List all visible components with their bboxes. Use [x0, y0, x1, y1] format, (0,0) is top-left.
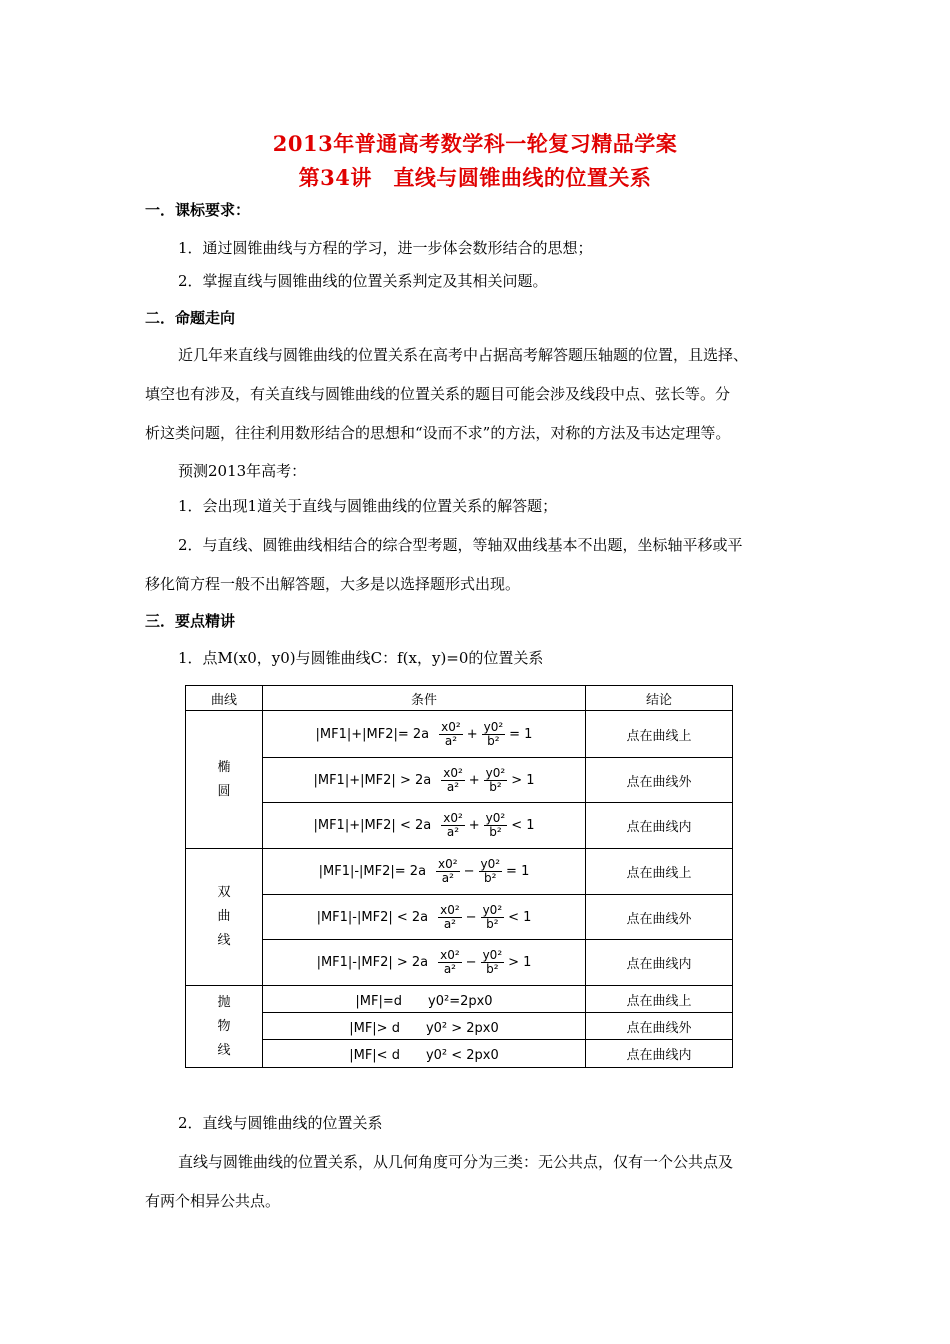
conclusion-cell: 点在曲线外 — [586, 1013, 733, 1040]
conclusion-cell: 点在曲线内 — [586, 940, 733, 986]
header-condition: 条件 — [263, 686, 586, 711]
prediction-label: 预测2013年高考： — [178, 462, 307, 480]
conclusion-cell: 点在曲线上 — [586, 849, 733, 895]
curve-hyperbola: 双 曲 线 — [186, 849, 263, 986]
section-heading-2: 二．命题走向 — [145, 309, 236, 327]
paragraph-line: 直线与圆锥曲线的位置关系，从几何角度可分为三类：无公共点，仅有一个公共点及 — [178, 1153, 734, 1171]
lecture-title: 第34讲 直线与圆锥曲线的位置关系 — [298, 165, 652, 190]
header-curve: 曲线 — [186, 686, 263, 711]
paragraph-line: 有两个相异公共点。 — [145, 1192, 281, 1210]
header-conclusion: 结论 — [586, 686, 733, 711]
conclusion-cell: 点在曲线上 — [586, 711, 733, 758]
curve-ellipse: 椭 圆 — [186, 711, 263, 849]
document-title: 2013年普通高考数学科一轮复习精品学案 — [272, 131, 678, 156]
conclusion-cell: 点在曲线内 — [586, 1040, 733, 1068]
condition-cell: |MF1|+|MF2| > 2a $\frac{\text{x0²}}{\text{a²}}$ + $\frac{\text{y0²}}{\text{b²}}$ > 1 — [263, 758, 586, 803]
subsection-1-title: 1．点M(x0，y0)与圆锥曲线C：f(x，y)=0的位置关系 — [178, 649, 544, 667]
condition-cell: |MF|> d y0² > 2px0 — [263, 1013, 586, 1040]
condition-cell: |MF|=d y0²=2px0 — [263, 986, 586, 1013]
conclusion-cell: 点在曲线外 — [586, 758, 733, 803]
condition-cell: |MF1|+|MF2| < 2a $\frac{\text{x0²}}{\text{a²}}$ + $\frac{\text{y0²}}{\text{b²}}$ < 1 — [263, 803, 586, 849]
paragraph-line: 填空也有涉及，有关直线与圆锥曲线的位置关系的题目可能会涉及线段中点、弦长等。分 — [145, 385, 731, 403]
requirement-item-1: 1．通过圆锥曲线与方程的学习，进一步体会数形结合的思想； — [178, 239, 593, 257]
position-relation-table — [185, 685, 733, 1068]
paragraph-line: 析这类问题，往往利用数形结合的思想和“设而不求”的方法，对称的方法及韦达定理等。 — [145, 424, 731, 442]
conclusion-cell: 点在曲线上 — [586, 986, 733, 1013]
prediction-item-2: 2．与直线、圆锥曲线相结合的综合型考题，等轴双曲线基本不出题，坐标轴平移或平 — [178, 536, 743, 554]
prediction-item-2-cont: 移化简方程一般不出解答题，大多是以选择题形式出现。 — [145, 575, 521, 593]
conclusion-cell: 点在曲线内 — [586, 803, 733, 849]
prediction-item-1: 1．会出现1道关于直线与圆锥曲线的位置关系的解答题； — [178, 497, 558, 515]
section-heading-1: 一．课标要求： — [145, 201, 251, 219]
condition-cell: |MF1|+|MF2|= 2a $\frac{\text{x0²}}{\text{a²}}$ + $\frac{\text{y0²}}{\text{b²}}$ = 1 — [263, 711, 586, 758]
curve-parabola: 抛 物 线 — [186, 986, 263, 1068]
condition-cell: |MF1|-|MF2| < 2a $\frac{\text{x0²}}{\text{a²}}$ − $\frac{\text{y0²}}{\text{b²}}$ < 1 — [263, 895, 586, 940]
requirement-item-2: 2．掌握直线与圆锥曲线的位置关系判定及其相关问题。 — [178, 272, 548, 290]
condition-cell: |MF1|-|MF2|= 2a $\frac{\text{x0²}}{\text{a²}}$ − $\frac{\text{y0²}}{\text{b²}}$ = 1 — [263, 849, 586, 895]
section-heading-3: 三．要点精讲 — [145, 612, 236, 630]
subsection-2-title: 2．直线与圆锥曲线的位置关系 — [178, 1114, 383, 1132]
condition-cell: |MF|< d y0² < 2px0 — [263, 1040, 586, 1068]
conclusion-cell: 点在曲线外 — [586, 895, 733, 940]
paragraph-line: 近几年来直线与圆锥曲线的位置关系在高考中占据高考解答题压轴题的位置，且选择、 — [178, 346, 749, 364]
condition-cell: |MF1|-|MF2| > 2a $\frac{\text{x0²}}{\text{a²}}$ − $\frac{\text{y0²}}{\text{b²}}$ > 1 — [263, 940, 586, 986]
